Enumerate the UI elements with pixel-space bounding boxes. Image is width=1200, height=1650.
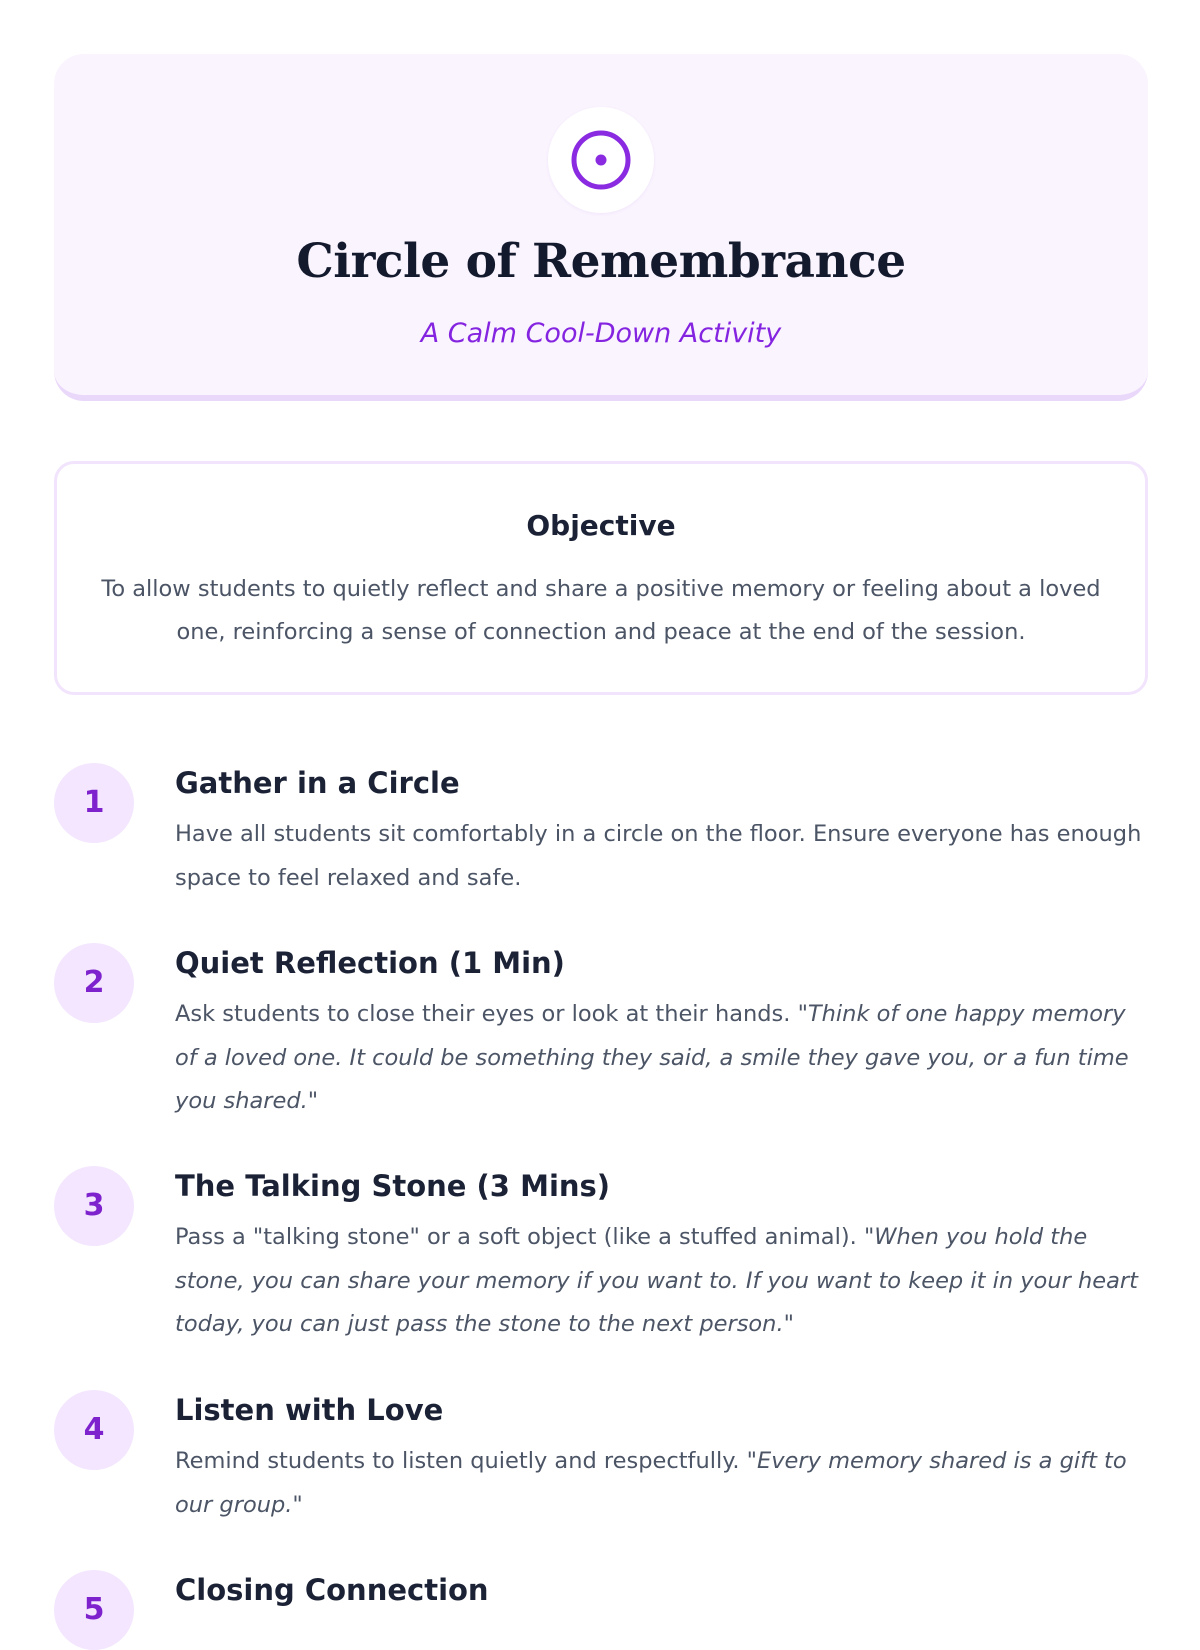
objective-card [54, 461, 1148, 695]
step-number-badge: 1 [54, 763, 134, 843]
objective-heading: Objective [526, 509, 676, 542]
step-number-badge: 4 [54, 1390, 134, 1470]
activity-header-card [54, 54, 1148, 401]
step-quote: "Every memory shared is a gift to our group." [175, 1448, 1127, 1518]
step-description [175, 813, 1148, 900]
step-title: The Talking Stone (3 Mins) [175, 1169, 611, 1203]
step-instruction: Pass a "talking stone" or a soft object (like a stuffed animal). [175, 1224, 857, 1250]
page-title: Circle of Remembrance [296, 234, 906, 289]
step-number-badge: 2 [54, 943, 134, 1023]
step-body [175, 943, 1148, 1124]
step-quote: "When you hold the stone, you can share your memory if you want to. If you want to keep it in your heart today, you can just pass the stone to the next person." [175, 1224, 1138, 1337]
step-title: Closing Connection [175, 1573, 489, 1607]
step-description [175, 1216, 1148, 1347]
step-description [175, 1440, 1148, 1527]
step-title: Listen with Love [175, 1393, 444, 1427]
objective-text: To allow students to quietly reflect and share a positive memory or feeling about a loved one, reinforcing a sense of connection and peace at the end of the session. [101, 576, 1101, 645]
step-quote: "Think of one happy memory of a loved one. It could be something they said, a smile they gave you, or a fun time you shared." [175, 1001, 1129, 1114]
step-instruction: Ask students to close their eyes or look at their hands. [175, 1001, 791, 1027]
step-body [175, 1166, 1148, 1347]
step-number-badge: 5 [54, 1570, 134, 1650]
header-icon-badge [548, 107, 654, 213]
step-description [175, 993, 1148, 1124]
target-circle-icon [569, 128, 633, 192]
page-subtitle: A Calm Cool-Down Activity [420, 318, 782, 349]
step-title: Quiet Reflection (1 Min) [175, 946, 565, 980]
step-body [175, 763, 1148, 900]
step-instruction: Have all students sit comfortably in a circle on the floor. Ensure everyone has enough space to feel relaxed and safe. [175, 821, 1142, 891]
step-title: Gather in a Circle [175, 766, 460, 800]
step-number-badge: 3 [54, 1166, 134, 1246]
step-body [175, 1390, 1148, 1527]
step-instruction: Remind students to listen quietly and respectfully. [175, 1448, 740, 1474]
step-body [175, 1570, 1148, 1610]
